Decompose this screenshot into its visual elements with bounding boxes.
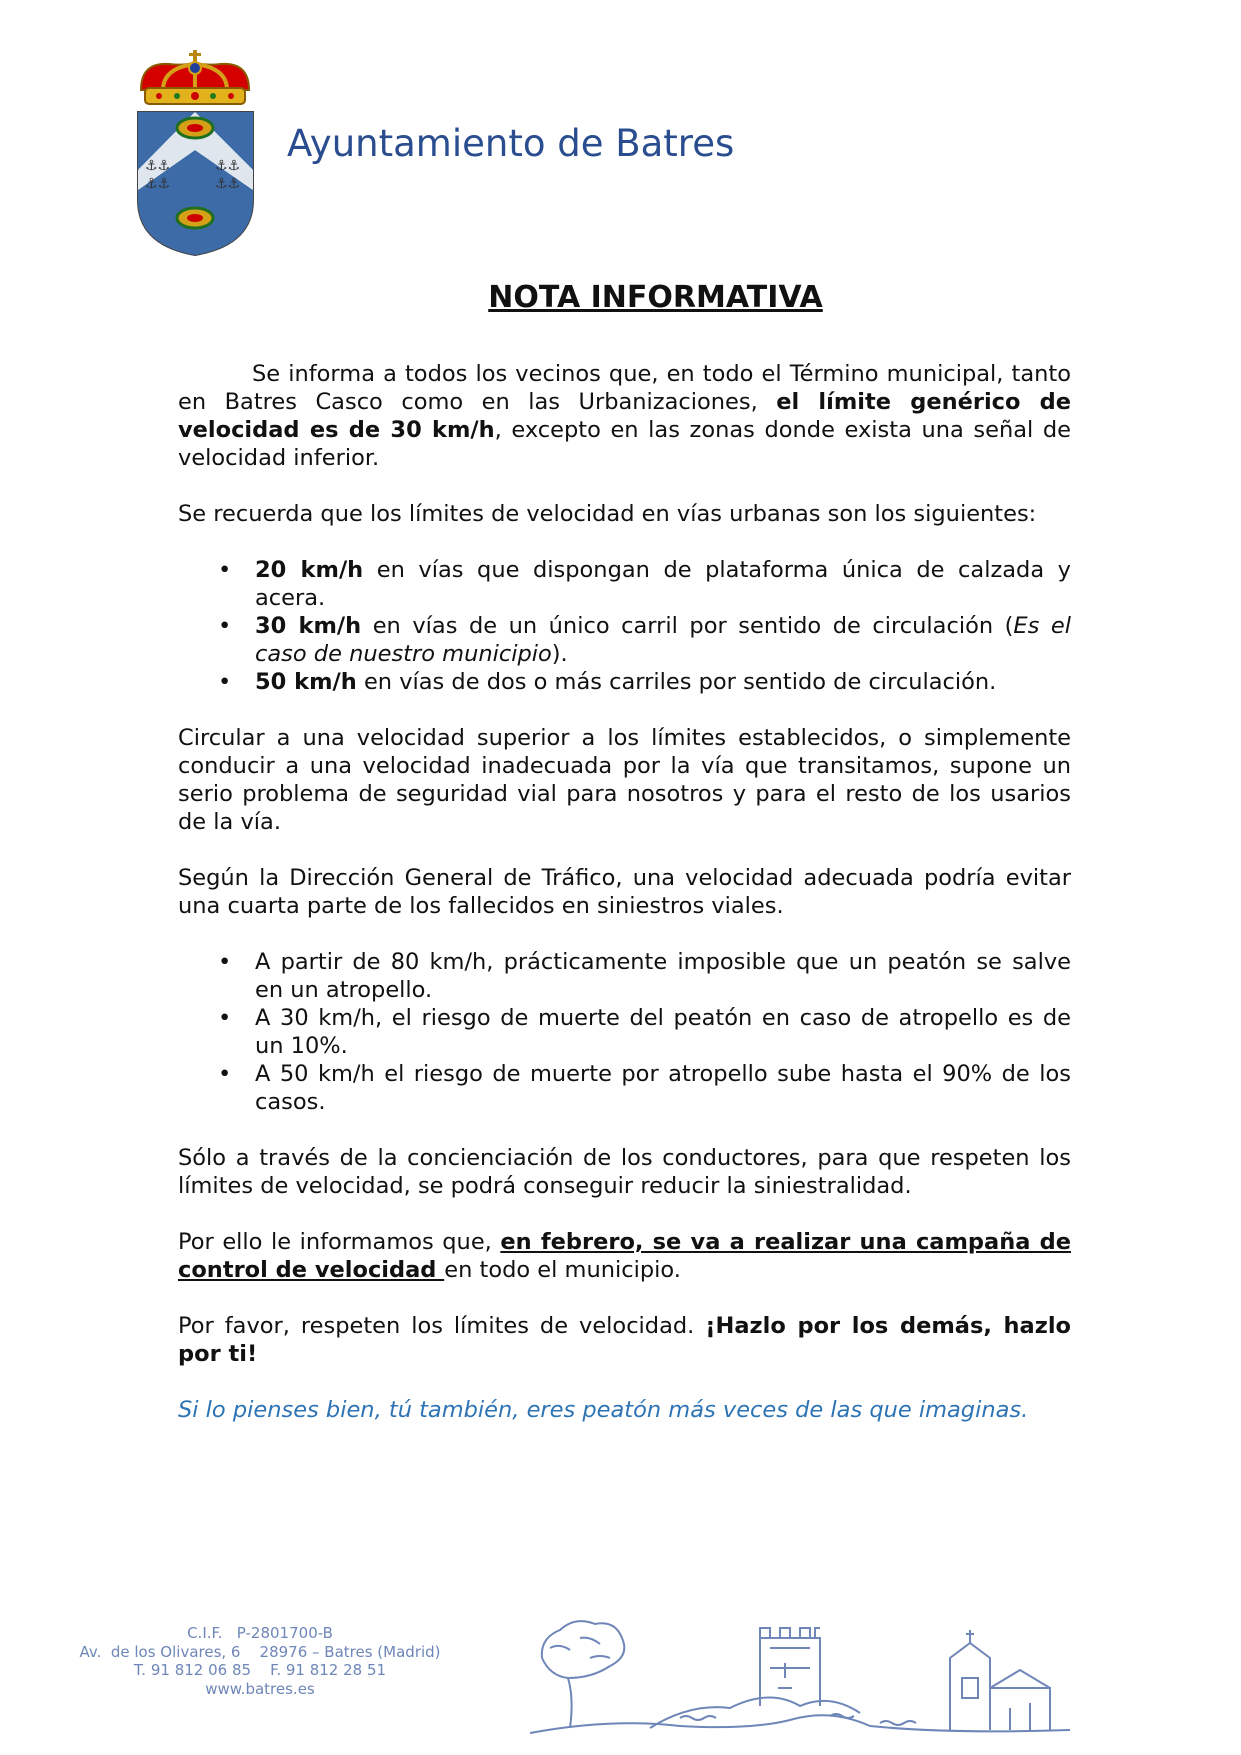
organization-name: Ayuntamiento de Batres <box>287 122 735 165</box>
list-item <box>178 668 1071 696</box>
bold-span: el límite genérico de velocidad es de 30 km/h <box>178 389 1072 443</box>
bold-span: 50 km/h <box>255 669 357 695</box>
footer-address: Av. de los Olivares, 6 28976 – Batres (Madrid) <box>79 1642 441 1661</box>
speed-limits-list <box>178 556 1071 696</box>
crown-icon <box>141 50 249 104</box>
footer-phone: T. 91 812 06 85 F. 91 812 28 51 <box>133 1661 387 1679</box>
paragraph-dgt: Según la Dirección General de Tráfico, una velocidad adecuada podría evitar una cuarta parte de los fallecidos en siniestros viales. <box>178 865 1071 919</box>
list-item: • A partir de 80 km/h, prácticamente imposible que un peatón se salve en un atropello. <box>178 948 1071 1004</box>
svg-text:⚓⚓: ⚓⚓ <box>215 158 241 174</box>
text-span: Por ello le informamos que, <box>178 1229 501 1255</box>
list-item <box>178 556 1071 612</box>
svg-text:⚓⚓: ⚓⚓ <box>145 176 171 192</box>
svg-text:⚓⚓: ⚓⚓ <box>145 158 171 174</box>
paragraph-intro <box>178 360 1071 472</box>
footer-cif: C.I.F. P-2801700-B <box>187 1624 333 1642</box>
paragraph-campaign <box>178 1228 1071 1284</box>
text-span: ). <box>551 641 568 667</box>
paragraph-awareness: Sólo a través de la concienciación de los conductores, para que respeten los límites de velocidad, se podrá conseguir reducir la siniestralidad. <box>178 1145 1071 1199</box>
paragraph-request <box>178 1312 1071 1368</box>
list-item: • A 30 km/h, el riesgo de muerte del peatón en caso de atropello es de un 10%. <box>178 1004 1071 1060</box>
text-span: Se informa a todos los vecinos que, en todo el Término municipal, tanto en Batres Casco como en las Urbanizaciones, <box>178 361 1071 415</box>
paragraph-risk: Circular a una velocidad superior a los límites establecidos, o simplemente conducir a una velocidad inadecuada por la vía que transitamos, supone un serio problema de seguridad vial para nosotros y para el resto de los usarios de la vía. <box>178 725 1071 835</box>
bold-span: 30 km/h <box>255 613 362 639</box>
text-span: en vías de un único carril por sentido de circulación ( <box>361 613 1014 639</box>
italic-span: Es el caso de nuestro municipio <box>255 613 1071 667</box>
underlined-bold-span: en febrero, se va a realizar una campaña de control de velocidad <box>178 1229 1071 1283</box>
list-item: • A 50 km/h el riesgo de muerte por atropello sube hasta el 90% de los casos. <box>178 1060 1071 1116</box>
footer-website: www.batres.es <box>205 1679 315 1698</box>
closing-message: Si lo pienses bien, tú también, eres peatón más veces de las que imaginas. <box>178 1397 1029 1423</box>
text-span: , excepto en las zonas donde exista una señal de velocidad inferior. <box>178 417 1071 471</box>
paragraph-reminder: Se recuerda que los límites de velocidad en vías urbanas son los siguientes: <box>178 501 1037 527</box>
svg-text:⚓⚓: ⚓⚓ <box>215 176 241 192</box>
text-span: en vías que dispongan de plataforma única de calzada y acera. <box>255 557 1071 611</box>
list-item <box>178 612 1071 668</box>
page-title: NOTA INFORMATIVA <box>488 280 823 315</box>
castle-landscape-sketch-icon <box>530 1608 1070 1738</box>
document-body <box>178 360 1071 1452</box>
footer-contact <box>70 1624 450 1698</box>
bold-span: ¡Hazlo por los demás, hazlo por ti! <box>178 1313 1071 1367</box>
text-span: Por favor, respeten los límites de velocidad. <box>178 1313 706 1339</box>
facts-list <box>178 948 1071 1116</box>
text-span: en todo el municipio. <box>444 1257 681 1283</box>
bold-span: 20 km/h <box>255 557 364 583</box>
coat-of-arms-logo <box>133 50 258 260</box>
text-span: en vías de dos o más carriles por sentido de circulación. <box>356 669 997 695</box>
shield-icon <box>138 112 253 255</box>
